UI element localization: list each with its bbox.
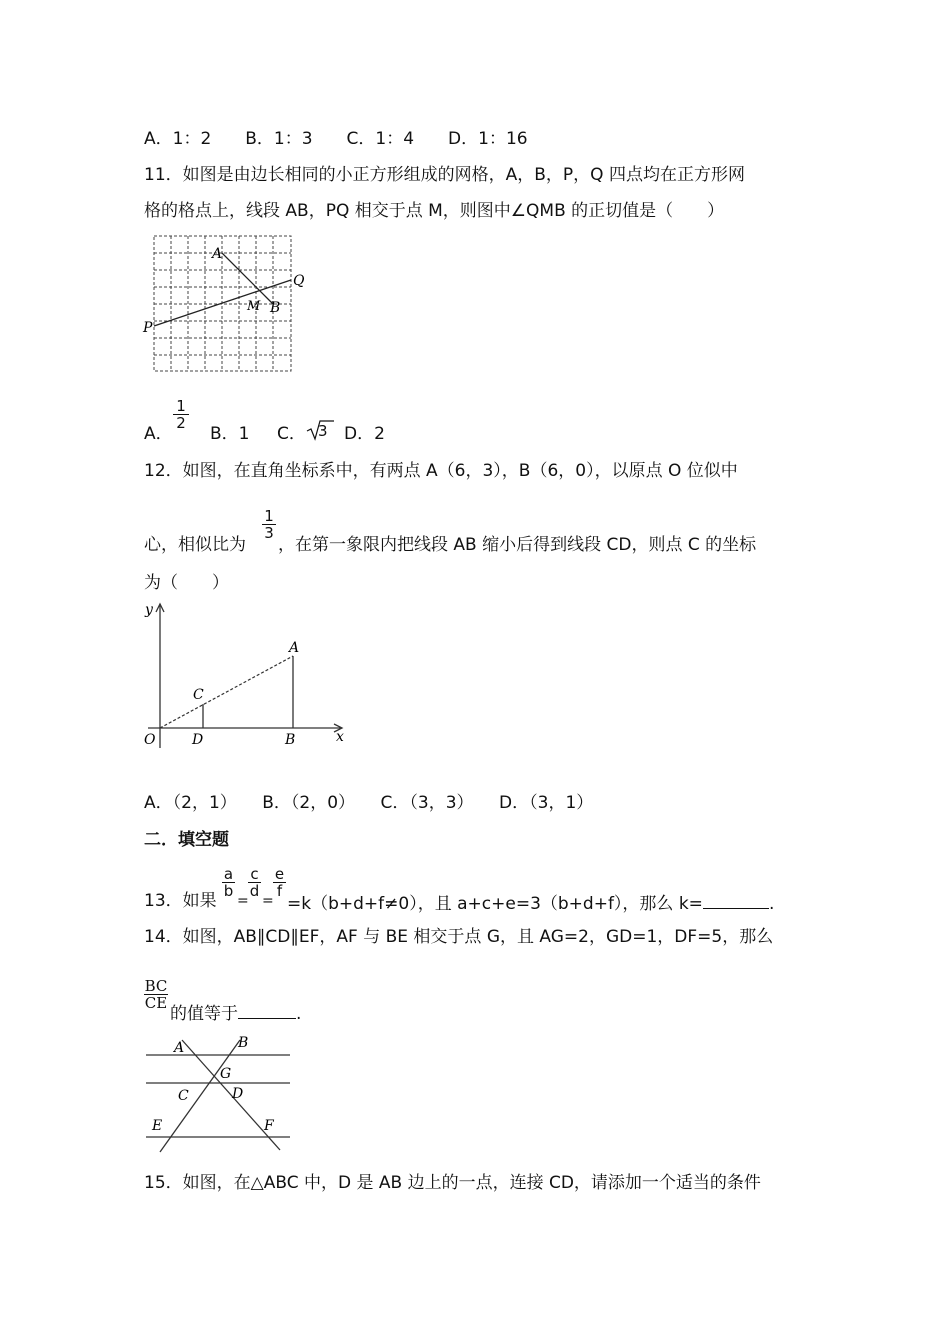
dashed-ray-oa bbox=[160, 656, 293, 728]
q12-coordinate-figure bbox=[140, 598, 355, 758]
segment-ab bbox=[222, 253, 273, 304]
fraction-denominator: 3 bbox=[262, 524, 276, 541]
label-d: D bbox=[232, 1086, 244, 1102]
fraction-denominator: 2 bbox=[173, 414, 189, 431]
fraction-numerator: c bbox=[250, 865, 259, 883]
q13-prefix: 13．如果 bbox=[144, 891, 217, 911]
fraction-numerator: 1 bbox=[264, 507, 274, 525]
label-p: P bbox=[143, 320, 153, 336]
q13-fraction-a-b bbox=[222, 866, 235, 899]
q15-text-line1: 15．如图，在△ABC 中，D 是 AB 边上的一点，连接 CD，请添加一个适当的条件 bbox=[144, 1173, 761, 1193]
q11-opt-d: D．2 bbox=[344, 424, 385, 444]
label-f: F bbox=[264, 1118, 274, 1134]
q13-suffix-text: =k（b+d+f≠0），且 a+c+e=3（b+d+f），那么 k= bbox=[287, 894, 703, 914]
label-a: A bbox=[212, 246, 223, 262]
q12-options: A．（2，1） B．（2，0） C．（3，3） D．（3，1） bbox=[144, 793, 594, 813]
label-a: A bbox=[174, 1040, 185, 1056]
q11-opt-b: B．1 bbox=[210, 424, 250, 444]
fraction-numerator: BC bbox=[144, 977, 168, 995]
fraction-denominator: f bbox=[273, 882, 286, 899]
q13-equals-1: = bbox=[237, 893, 249, 909]
q11-text-line1: 11．如图是由边长相同的小正方形组成的网格，A，B，P，Q 四点均在正方形网 bbox=[144, 165, 745, 185]
q12-ratio-fraction bbox=[262, 508, 276, 541]
q11-text-line2: 格的格点上，线段 AB，PQ 相交于点 M，则图中∠QMB 的正切值是（ ） bbox=[144, 201, 725, 221]
q11-opt-a-fraction bbox=[173, 398, 189, 431]
q14-line2-text: 的值等于 bbox=[170, 1004, 238, 1024]
label-c: C bbox=[193, 687, 204, 703]
label-x: x bbox=[336, 729, 344, 745]
label-e: E bbox=[152, 1118, 163, 1134]
label-b: B bbox=[270, 300, 281, 316]
label-a: A bbox=[289, 640, 300, 656]
fraction-denominator: b bbox=[223, 882, 234, 900]
q13-fraction-e-f bbox=[273, 866, 286, 899]
section-title: 二．填空题 bbox=[144, 830, 229, 850]
line-be bbox=[160, 1040, 240, 1152]
answer-blank[interactable] bbox=[703, 890, 769, 909]
label-m: M bbox=[247, 299, 261, 314]
label-c: C bbox=[178, 1088, 189, 1104]
q12-text-line3: 为（ ） bbox=[144, 573, 229, 593]
q12-text-line1: 12．如图，在直角坐标系中，有两点 A（6，3），B（6，0），以原点 O 位似中 bbox=[144, 461, 738, 481]
label-d: D bbox=[192, 732, 204, 748]
label-b: B bbox=[285, 732, 296, 748]
q14-text-line2 bbox=[170, 1000, 301, 1025]
q10-options: A．1：2 B．1：3 C．1：4 D．1：16 bbox=[144, 129, 528, 149]
label-q: Q bbox=[293, 273, 305, 289]
q11-opt-c-prefix: C． bbox=[277, 424, 306, 444]
q11-opt-c-root: 3 bbox=[318, 422, 328, 440]
fraction-numerator: 1 bbox=[176, 397, 186, 415]
q12-text-line2-pre: 心，相似比为 bbox=[144, 535, 246, 555]
q11-opt-a-prefix: A． bbox=[144, 424, 173, 444]
q14-fraction-bc-ce bbox=[144, 978, 168, 1011]
label-y: y bbox=[145, 602, 153, 618]
q13-end: . bbox=[768, 894, 775, 914]
q12-text-line2-post: ，在第一象限内把线段 AB 缩小后得到线段 CD，则点 C 的坐标 bbox=[278, 535, 757, 555]
q14-end: . bbox=[296, 1004, 302, 1024]
label-o: O bbox=[144, 732, 156, 748]
q11-grid-figure bbox=[140, 230, 315, 380]
fraction-numerator: a bbox=[223, 865, 234, 883]
fraction-numerator: e bbox=[274, 865, 285, 883]
fraction-denominator: d bbox=[249, 882, 260, 900]
q13-equals-2: = bbox=[262, 893, 274, 909]
label-b: B bbox=[238, 1035, 249, 1051]
q13-fraction-c-d bbox=[248, 866, 261, 899]
fraction-denominator: CE bbox=[144, 994, 168, 1012]
q14-parallel-lines-figure bbox=[140, 1030, 300, 1160]
q14-text-line1: 14．如图，AB∥CD∥EF，AF 与 BE 相交于点 G，且 AG=2，GD=1，DF=5，那么 bbox=[144, 927, 774, 947]
label-g: G bbox=[220, 1066, 232, 1082]
q13-suffix bbox=[287, 890, 774, 915]
answer-blank[interactable] bbox=[238, 1000, 296, 1019]
